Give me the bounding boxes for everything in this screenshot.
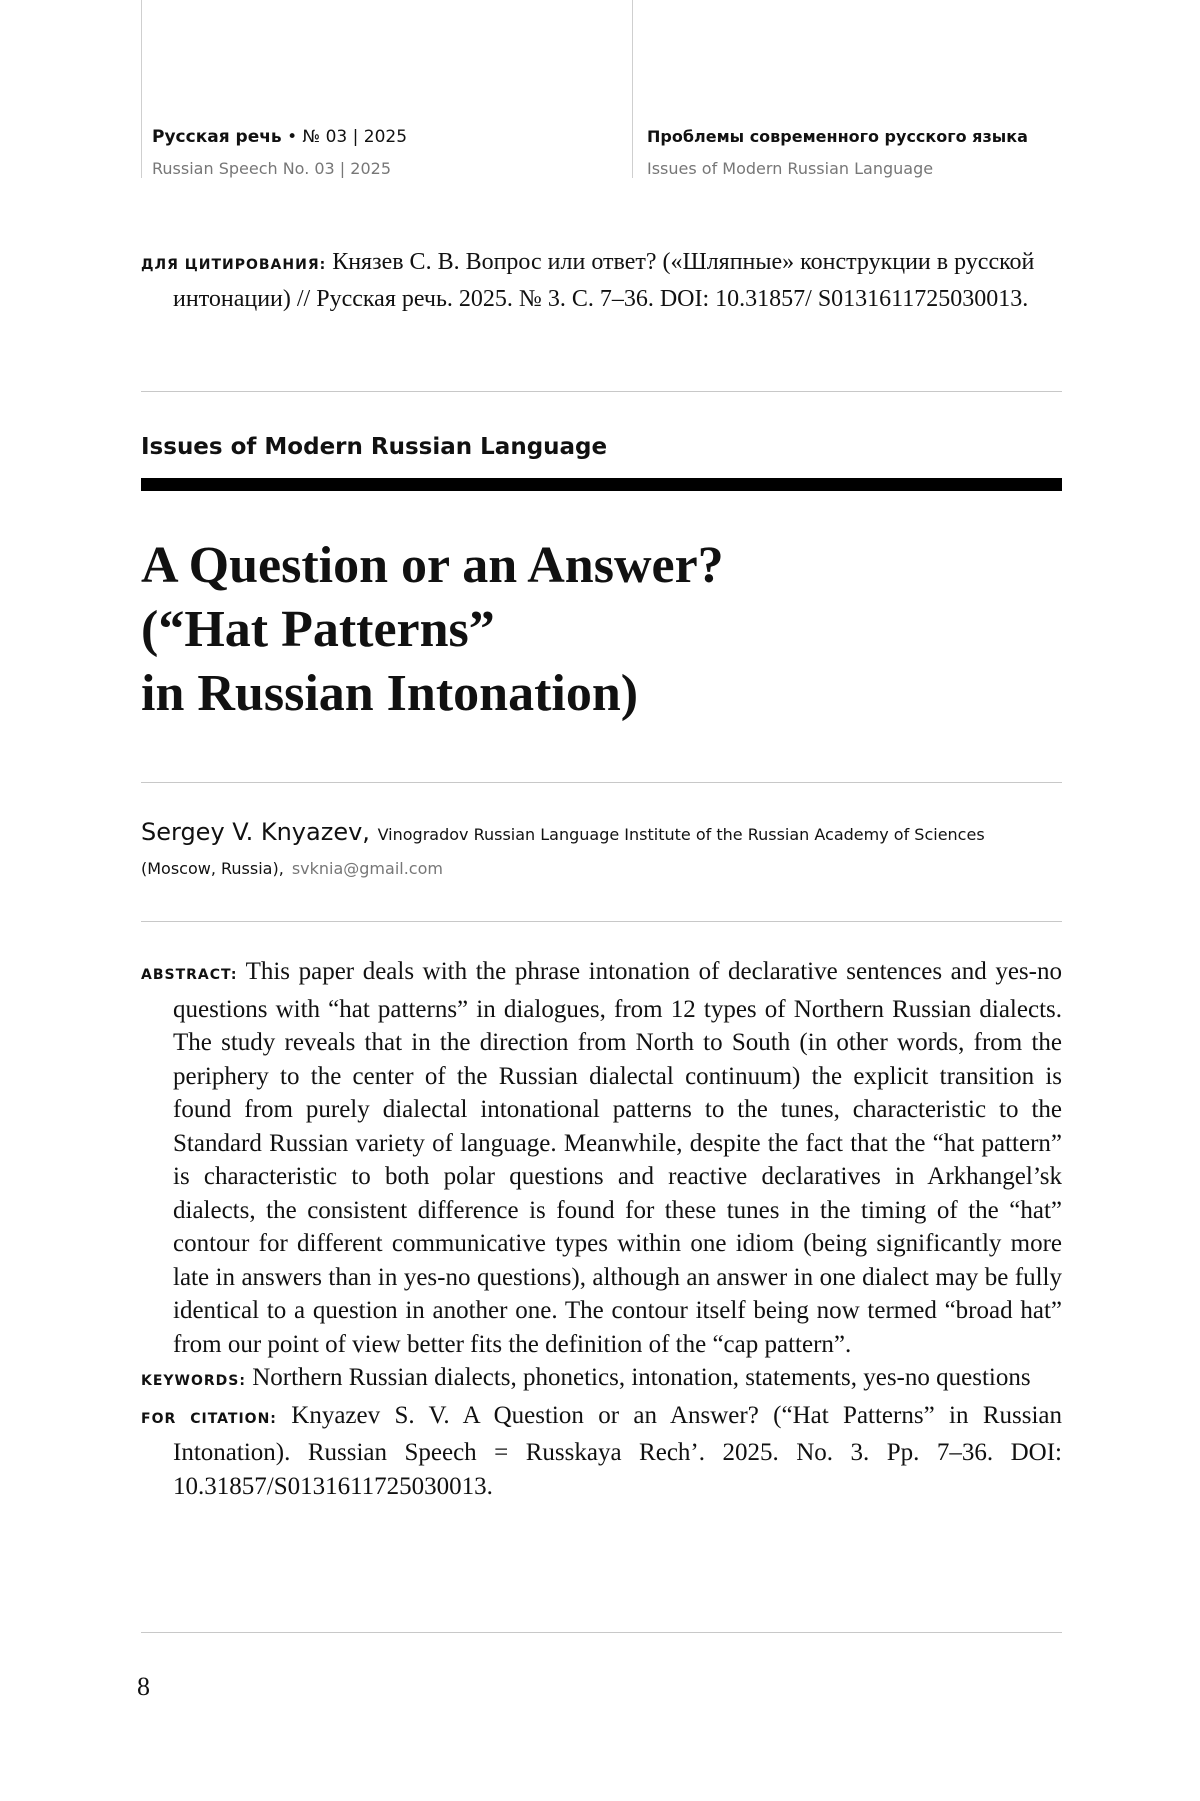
citation-ru (141, 245, 1094, 316)
divider-3 (141, 921, 1062, 922)
keywords-text: Northern Russian dialects, phonetics, intonation, statements, yes-no questions (252, 1364, 1031, 1391)
divider-1 (141, 391, 1062, 392)
citation-en-text: Knyazev S. V. A Question or an Answer? (“Hat Patterns” in Russian Intonation). Russian Speech = Russkaya Rech’. 2025. No. 3. Pp. 7–36. DOI: 10.31857/S0131611725030013. (173, 1401, 1063, 1500)
title-line-1: A Question or an Answer? (141, 537, 724, 594)
section-rule (141, 478, 1062, 491)
author-block: Sergey V. Knyazev, Vinogradov Russian Language Institute of the Russian Academy of Sciences (Moscow, Russia), svknia@gmail.com (141, 818, 985, 878)
header-divider-left (141, 0, 142, 178)
author-name: Sergey V. Knyazev (141, 818, 363, 846)
divider-2 (141, 782, 1062, 783)
journal-name-ru: Русская речь (152, 127, 282, 147)
page-number: 8 (137, 1672, 150, 1701)
author-email-link[interactable]: svknia@gmail.com (291, 859, 443, 878)
rubric-en: Issues of Modern Russian Language (647, 159, 934, 178)
header-divider-right (632, 0, 633, 178)
author-affiliation: Vinogradov Russian Language Institute of the Russian Academy of Sciences (377, 825, 985, 844)
abstract-text: This paper deals with the phrase intonation of declarative sentences and yes-no questions with “hat patterns” in dialogues, from 12 types of Northern Russian dialects. The study reveals that in the direction from North to South (in other words, from the periphery to the center of the Russian dialectal continuum) the explicit transition is found from purely dialectal intonational patterns to the tunes, characteristic to the Standard Russian variety of language. Meanwhile, despite the fact that the “hat pattern” is characteristic to both polar questions and reactive declaratives in Arkhangel’sk dialects, the consistent difference is found for these tunes in the timing of the “hat” contour for different communicative types within one idiom (being significantly more late in answers than in yes-no questions), although an answer in one dialect may be fully identical to a question in another one. The contour itself being now termed “broad hat” from our point of view better fits the definition of the “cap pattern”. (173, 958, 1062, 1358)
article-title (141, 534, 1062, 726)
citation-en-paragraph (141, 1399, 1062, 1504)
issue-number-ru: № 03 | 2025 (302, 127, 408, 147)
citation-ru-label: ДЛЯ ЦИТИРОВАНИЯ: (141, 257, 327, 273)
journal-issue-ru: Русская речь • № 03 | 2025 (152, 127, 408, 147)
divider-4 (141, 1632, 1062, 1633)
title-line-3: in Russian Intonation) (141, 665, 639, 722)
keywords-label: KEYWORDS: (141, 1373, 246, 1389)
running-header-left (152, 124, 407, 182)
abstract-paragraph (141, 955, 1062, 1361)
journal-issue-en: Russian Speech No. 03 | 2025 (152, 159, 391, 178)
abstract-block (141, 955, 1062, 1503)
author-location: (Moscow, Russia), (141, 859, 284, 878)
keywords-paragraph (141, 1361, 1062, 1399)
citation-en-label: FOR CITATION: (141, 1410, 277, 1427)
running-header-right (647, 124, 1028, 182)
abstract-label: ABSTRACT: (141, 967, 238, 983)
title-line-2: (“Hat Patterns” (141, 601, 495, 658)
citation-ru-text: Князев С. В. Вопрос или ответ? («Шляпные» конструкции в русской интонации) // Русская речь. 2025. № 3. С. 7–36. DOI: 10.31857/ S0131611725030013. (173, 249, 1035, 312)
section-heading: Issues of Modern Russian Language (141, 434, 608, 460)
rubric-ru: Проблемы современного русского языка (647, 127, 1028, 146)
